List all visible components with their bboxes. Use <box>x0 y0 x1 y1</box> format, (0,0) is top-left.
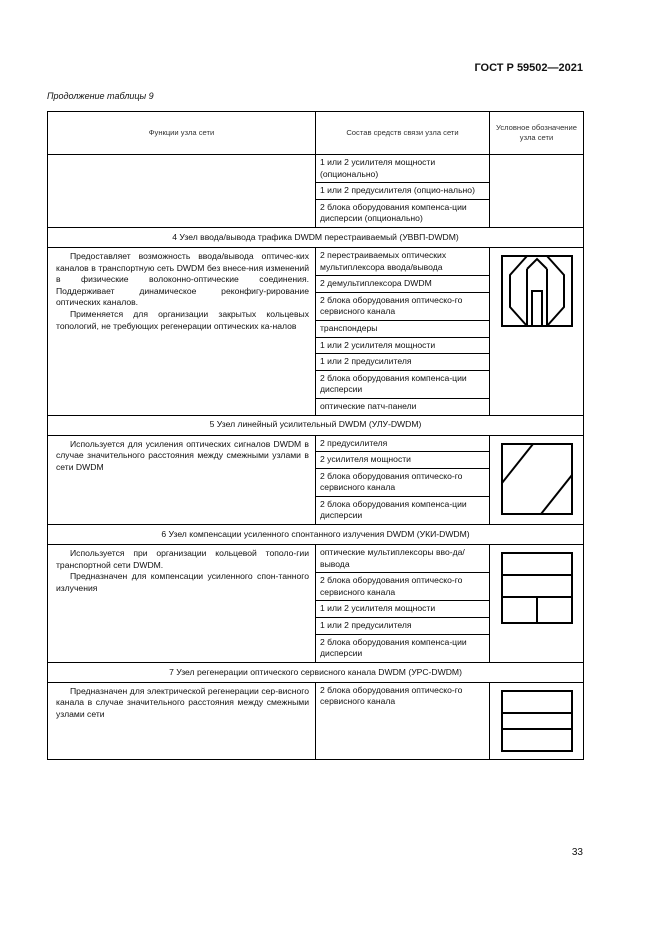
equipment-item: 1 или 2 предусилителя <box>316 618 489 635</box>
section-title-row <box>48 415 584 435</box>
equipment-item: 2 блока оборудования оптическо-го сервисного канала <box>316 573 489 601</box>
functions-cell <box>48 247 316 415</box>
functions-cell <box>48 435 316 525</box>
equipment-cell <box>316 247 490 415</box>
symbol-cell <box>490 545 584 663</box>
symbol-cell <box>490 682 584 759</box>
symbol-cell <box>490 247 584 415</box>
symbol-cell <box>490 155 584 228</box>
equipment-item: 2 блока оборудования компенса-ции дисперсии <box>320 636 467 659</box>
table-row <box>48 247 584 415</box>
column-header-functions: Функции узла сети <box>48 112 316 155</box>
function-paragraph: Предназначен для электрической регенерации сер-висного канала в случае значительного расстояния между смежными узлами сети <box>56 685 309 719</box>
column-header-symbol: Условное обозначение узла сети <box>490 112 584 155</box>
function-paragraph: Применяется для организации закрытых кольцевых топологий, не требующих регенерации оптических ка-налов <box>56 308 309 331</box>
equipment-item: 2 блока оборудования компенса-ции дисперсии (опционально) <box>320 201 467 224</box>
section-title-row <box>48 525 584 545</box>
section-title: 6 Узел компенсации усиленного спонтанного излучения DWDM (УКИ-DWDM) <box>48 525 584 545</box>
table-row <box>48 682 584 759</box>
function-paragraph: Предоставляет возможность ввода/вывода оптичес-ких каналов в транспортную сеть DWDM без внесе-ния изменений в физические волоконно-оптические соединения. Поддерживает динамическое реконфигу-рирование оптических каналов. <box>56 250 309 308</box>
equipment-item: 1 или 2 предусилителя (опцио-нально) <box>316 183 489 200</box>
table-row <box>48 545 584 663</box>
equipment-item: 2 блока оборудования компенса-ции дисперсии <box>316 371 489 399</box>
equipment-item: 1 или 2 усилителя мощности <box>316 601 489 618</box>
reconfigurable-add-drop-node-symbol <box>501 255 573 327</box>
service-channel-regeneration-node-symbol <box>501 690 573 752</box>
functions-cell <box>48 682 316 759</box>
table-header-row <box>48 112 584 155</box>
line-amplifier-node-symbol <box>501 443 573 515</box>
nodes-table <box>47 111 584 760</box>
functions-cell <box>48 155 316 228</box>
ase-compensation-node-symbol <box>501 552 573 624</box>
equipment-item: 2 блока оборудования оптическо-го сервисного канала <box>316 293 489 321</box>
equipment-item: оптические мультиплексоры вво-да/вывода <box>316 545 489 573</box>
equipment-item: 1 или 2 усилителя мощности <box>316 338 489 355</box>
equipment-item: 2 блока оборудования оптическо-го сервисного канала <box>316 469 489 497</box>
equipment-item: 2 демультиплексора DWDM <box>316 276 489 293</box>
table-row <box>48 155 584 228</box>
functions-cell <box>48 545 316 663</box>
table-row <box>48 435 584 525</box>
function-paragraph: Используется при организации кольцевой тополо-гии транспортной сети DWDM. <box>56 548 309 570</box>
equipment-item: 2 усилителя мощности <box>316 452 489 469</box>
column-header-equipment: Состав средств связи узла сети <box>316 112 490 155</box>
equipment-cell <box>316 155 490 228</box>
equipment-item: 2 блока оборудования оптическо-го сервисного канала <box>320 684 463 707</box>
equipment-item: 1 или 2 усилителя мощности (опционально) <box>316 155 489 183</box>
page-number: 33 <box>571 847 583 858</box>
section-title: 7 Узел регенерации оптического сервисного канала DWDM (УРС-DWDM) <box>48 662 584 682</box>
section-title: 5 Узел линейный усилительный DWDM (УЛУ-DWDM) <box>48 415 584 435</box>
function-paragraph: Предназначен для компенсации усиленного спон-танного излучения <box>56 571 309 593</box>
equipment-cell <box>316 545 490 663</box>
table-continuation-caption: Продолжение таблицы 9 <box>47 91 154 101</box>
document-id: ГОСТ Р 59502—2021 <box>474 62 583 74</box>
equipment-item: 2 блока оборудования компенса-ции дисперсии <box>320 498 467 521</box>
equipment-cell <box>316 435 490 525</box>
equipment-item: 2 перестраиваемых оптических мультиплексора ввода/вывода <box>316 248 489 276</box>
equipment-item: 2 предусилителя <box>316 436 489 453</box>
equipment-item: 1 или 2 предусилителя <box>316 354 489 371</box>
equipment-item: транспондеры <box>316 321 489 338</box>
symbol-cell <box>490 435 584 525</box>
section-title-row <box>48 662 584 682</box>
section-title: 4 Узел ввода/вывода трафика DWDM перестраиваемый (УВВП-DWDM) <box>48 227 584 247</box>
equipment-cell <box>316 682 490 759</box>
function-paragraph: Используется для усиления оптических сигналов DWDM в случае значительного расстояния между смежными узлами в сети DWDM <box>56 438 309 472</box>
section-title-row <box>48 227 584 247</box>
equipment-item: оптические патч-панели <box>320 400 417 411</box>
